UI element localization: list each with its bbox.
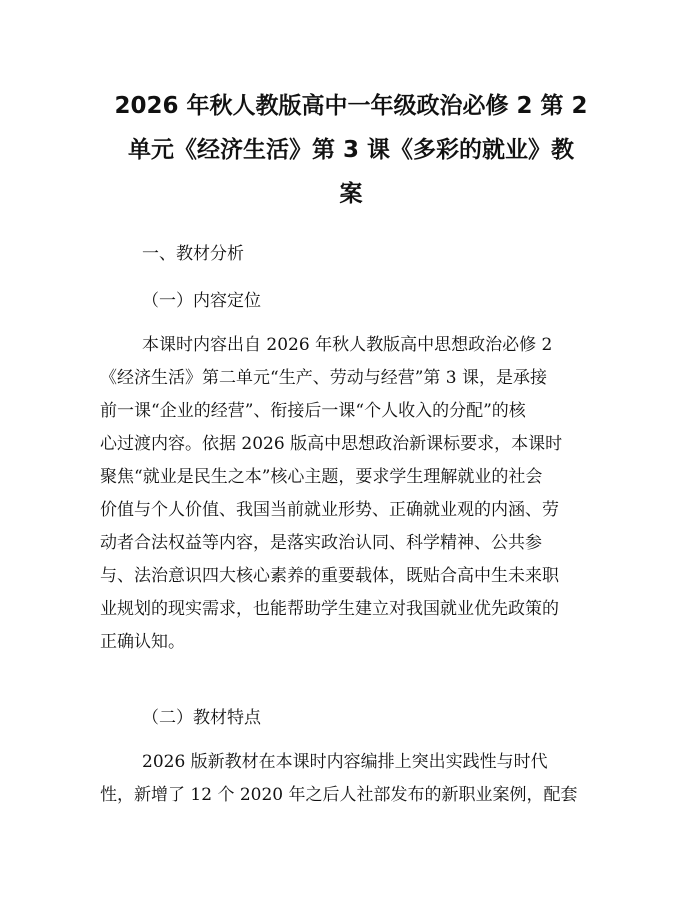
paragraph-line: 性，新增了 12 个 2020 年之后人社部发布的新职业案例，配套 [100,785,578,805]
section-heading-textbook-analysis: 一、教材分析 [142,244,244,264]
title-line: 2026 年秋人教版高中一年级政治必修 2 第 2 [114,93,588,119]
title-line: 单元《经济生活》第 3 课《多彩的就业》教 [127,137,575,163]
paragraph-line: 价值与个人价值、我国当前就业形势、正确就业观的内涵、劳 [100,500,559,520]
paragraph-textbook-features [100,746,605,812]
paragraph-content-positioning [100,329,605,659]
document-title [98,84,604,216]
paragraph-line: 动者合法权益等内容，是落实政治认同、科学精神、公共参 [100,533,542,553]
paragraph-line: 《经济生活》第二单元“生产、劳动与经营”第 3 课，是承接 [100,368,548,388]
paragraph-line: 前一课“企业的经营”、衔接后一课“个人收入的分配”的核 [100,401,526,421]
paragraph-line: 业规划的现实需求，也能帮助学生建立对我国就业优先政策的 [100,599,559,619]
paragraph-line: 心过渡内容。依据 2026 版高中思想政治新课标要求，本课时 [100,434,563,454]
title-line: 案 [339,181,363,207]
paragraph-line: 正确认知。 [100,632,185,652]
paragraph-line: 聚焦“就业是民生之本”核心主题，要求学生理解就业的社会 [100,467,543,487]
paragraph-line: 与、法治意识四大核心素养的重要载体，既贴合高中生未来职 [100,566,559,586]
subsection-heading-content-positioning: （一）内容定位 [142,291,261,311]
paragraph-line: 本课时内容出自 2026 年秋人教版高中思想政治必修 2 [142,335,553,355]
paragraph-line: 2026 版新教材在本课时内容编排上突出实践性与时代 [142,752,548,772]
subsection-heading-textbook-features: （二）教材特点 [142,708,261,728]
